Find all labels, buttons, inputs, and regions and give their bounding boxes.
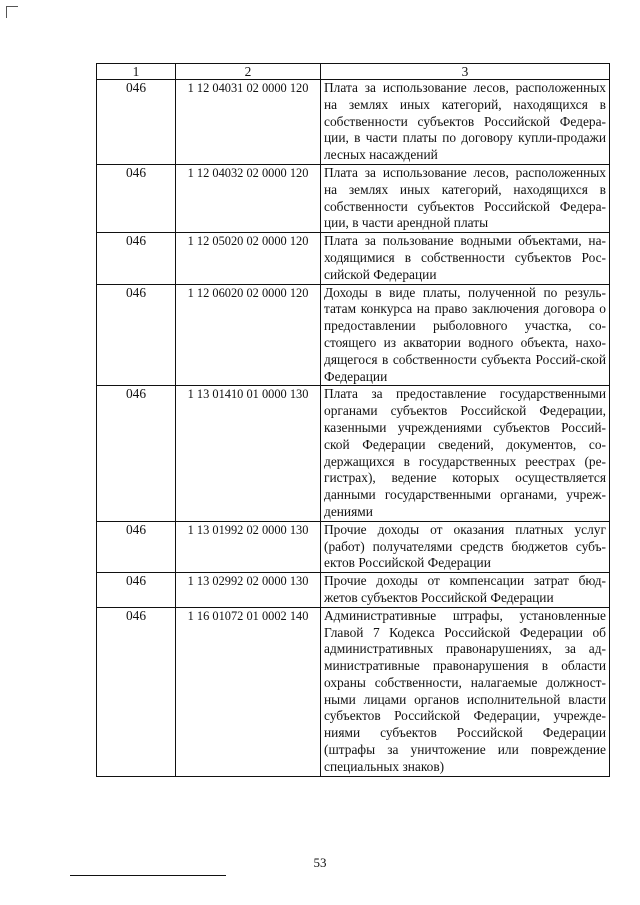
admin-code-cell: 046 — [97, 521, 176, 572]
column-header-1: 1 — [97, 64, 176, 80]
description-cell: Плата за использование лесов, расположенных на землях иных категорий, находящихся в собственности субъектов Российской Федера-ции, в части арендной платы — [321, 164, 610, 232]
description-cell: Плата за предоставление государственными органами субъектов Российской Федерации, казенными учреждениями субъектов Россий-ской Федерации сведений, документов, со-держащихся в государственных реестрах (ре-гистрах), ведение которых осуществляется данными государственными органами, учреж-дениями — [321, 386, 610, 521]
admin-code-cell: 046 — [97, 80, 176, 165]
table-row — [97, 607, 610, 776]
admin-code-cell: 046 — [97, 164, 176, 232]
description-cell: Прочие доходы от оказания платных услуг (работ) получателями средств бюджетов субъ-ектов Российской Федерации — [321, 521, 610, 572]
table-row — [97, 521, 610, 572]
table-header-row — [97, 64, 610, 80]
table-row — [97, 233, 610, 284]
revenue-code-cell: 1 13 02992 02 0000 130 — [176, 573, 321, 608]
table-row — [97, 386, 610, 521]
revenue-code-cell: 1 12 05020 02 0000 120 — [176, 233, 321, 284]
admin-code-cell: 046 — [97, 573, 176, 608]
column-header-2: 2 — [176, 64, 321, 80]
description-cell: Плата за пользование водными объектами, на-ходящимися в собственности субъектов Рос-сийской Федерации — [321, 233, 610, 284]
admin-code-cell: 046 — [97, 233, 176, 284]
revenue-codes-table — [96, 63, 610, 777]
description-cell: Плата за использование лесов, расположенных на землях иных категорий, находящихся в собственности субъектов Российской Федера-ции, в части платы по договору купли-продажи лесных насаждений — [321, 80, 610, 165]
revenue-code-cell: 1 12 04032 02 0000 120 — [176, 164, 321, 232]
table-row — [97, 80, 610, 165]
revenue-code-cell: 1 13 01410 01 0000 130 — [176, 386, 321, 521]
description-cell: Доходы в виде платы, полученной по резуль-татам конкурса на право заключения договора о предоставлении рыболовного участка, со-стоящего из акватории водного объекта, нахо-дящегося в собственности субъекта Россий-ской Федерации — [321, 284, 610, 386]
revenue-code-cell: 1 12 06020 02 0000 120 — [176, 284, 321, 386]
revenue-code-cell: 1 12 04031 02 0000 120 — [176, 80, 321, 165]
description-cell: Прочие доходы от компенсации затрат бюд-жетов субъектов Российской Федерации — [321, 573, 610, 608]
scan-corner-mark — [6, 6, 18, 18]
revenue-code-cell: 1 16 01072 01 0002 140 — [176, 607, 321, 776]
table-row — [97, 573, 610, 608]
column-header-3: 3 — [321, 64, 610, 80]
table-row — [97, 164, 610, 232]
page-number: 53 — [313, 855, 327, 870]
revenue-code-cell: 1 13 01992 02 0000 130 — [176, 521, 321, 572]
table-row — [97, 284, 610, 386]
description-cell: Административные штрафы, установленные Главой 7 Кодекса Российской Федерации об административных правонарушениях, за ад-министративные правонарушения в области охраны собственности, налагаемые должност-ными лицами органов исполнительной власти субъектов Российской Федерации, учрежде-ниями субъектов Российской Федерации (штрафы за уничтожение или повреждение специальных знаков) — [321, 607, 610, 776]
admin-code-cell: 046 — [97, 607, 176, 776]
admin-code-cell: 046 — [97, 386, 176, 521]
footnote-rule — [70, 875, 226, 876]
admin-code-cell: 046 — [97, 284, 176, 386]
